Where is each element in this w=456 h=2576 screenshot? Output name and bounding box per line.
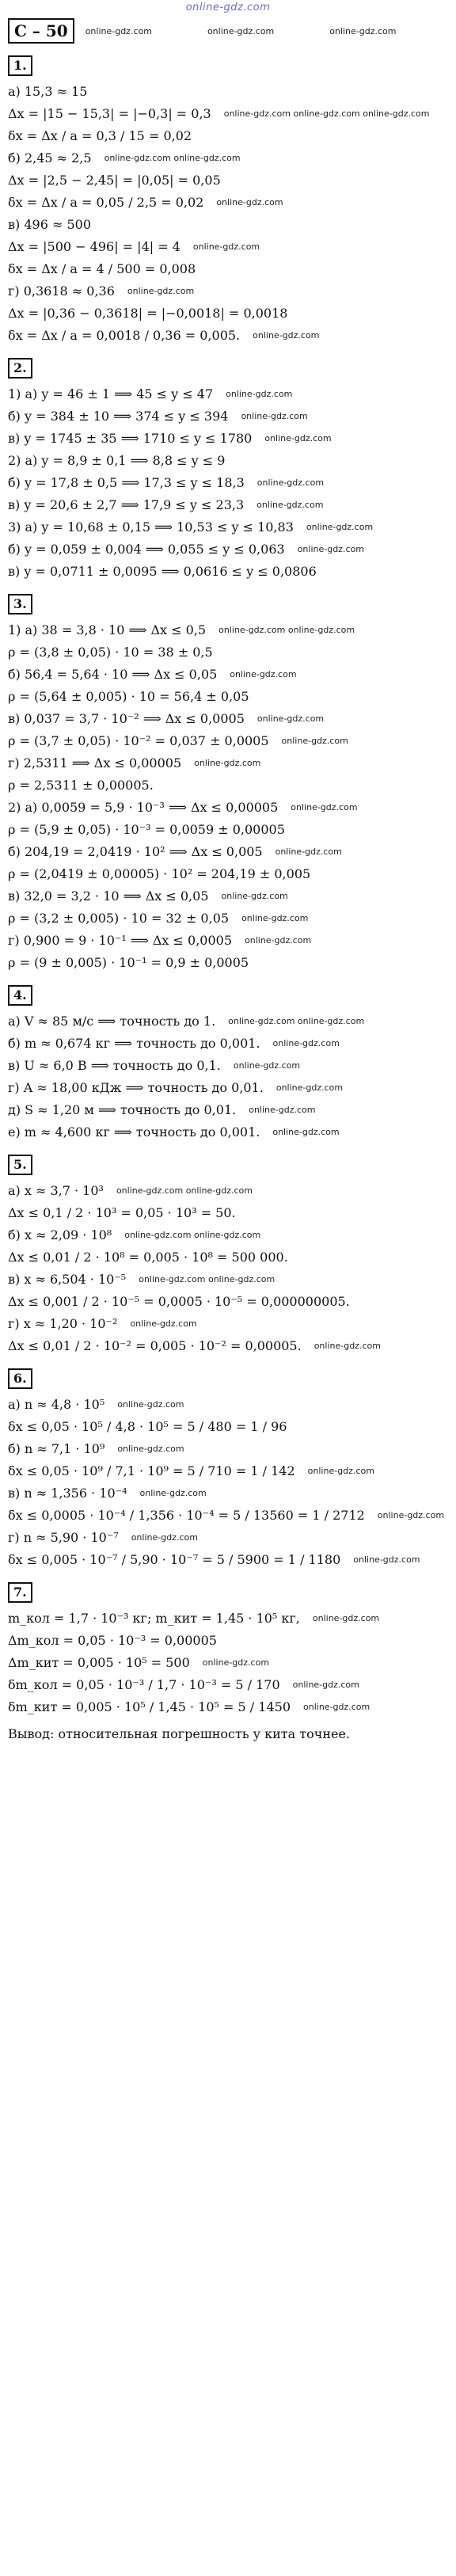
solution-line — [8, 1269, 448, 1291]
watermark: online-gdz.com — [226, 389, 293, 399]
watermark: online-gdz.com — [306, 522, 374, 532]
solution-line — [8, 1224, 448, 1246]
watermark: online-gdz.com — [256, 500, 324, 510]
formula-text: δx = Δx / a = 0,0018 / 0,36 = 0,005. — [8, 328, 241, 343]
formula-text: 2) а) y = 8,9 ± 0,1 ⟹ 8,8 ≤ y ≤ 9 — [8, 453, 226, 468]
section-number: 3. — [8, 594, 32, 615]
solution-line — [8, 664, 448, 686]
solution-line — [8, 1527, 448, 1549]
watermark: online-gdz.com online-gdz.com — [218, 625, 355, 635]
watermark: online-gdz.com online-gdz.com — [139, 1274, 276, 1284]
solution-line — [8, 450, 448, 472]
formula-text: ρ = 2,5311 ± 0,00005. — [8, 778, 154, 793]
solution-line — [8, 1033, 448, 1055]
watermark: online-gdz.com — [303, 1702, 370, 1712]
watermark: online-gdz.com — [85, 25, 152, 36]
watermark: online-gdz.com — [131, 1532, 198, 1543]
solution-line — [8, 1313, 448, 1335]
solution-line — [8, 516, 448, 538]
watermark: online-gdz.com — [307, 1466, 374, 1476]
watermark: online-gdz.com — [117, 1399, 184, 1410]
section-number: 7. — [8, 1582, 32, 1603]
solution-line — [8, 752, 448, 774]
watermark: online-gdz.com — [130, 1318, 197, 1329]
formula-text: 1) а) 38 = 3,8 · 10 ⟹ Δx ≤ 0,5 — [8, 622, 207, 637]
solution-line — [8, 428, 448, 450]
watermark: online-gdz.com online-gdz.com — [104, 153, 241, 163]
title-row — [8, 17, 448, 44]
solution-line — [8, 1460, 448, 1482]
formula-text: δm_кол = 0,05 · 10⁻³ / 1,7 · 10⁻³ = 5 / 170 — [8, 1677, 280, 1692]
solution-line — [8, 1608, 448, 1630]
formula-text: Δx = |0,36 − 0,3618| = |−0,0018| = 0,0018 — [8, 306, 288, 321]
section-number: 6. — [8, 1368, 32, 1389]
solution-line — [8, 730, 448, 752]
solution-line — [8, 619, 448, 641]
watermark: online-gdz.com — [353, 1554, 420, 1565]
formula-text: г) A ≈ 18,00 кДж ⟹ точность до 0,01. — [8, 1080, 264, 1095]
solution-line — [8, 819, 448, 841]
solution-line — [8, 1482, 448, 1505]
solution-line — [8, 258, 448, 280]
watermark: online-gdz.com online-gdz.com — [116, 1185, 253, 1196]
sections — [8, 55, 448, 1718]
watermark: online-gdz.com — [230, 669, 297, 679]
formula-text: 1) а) y = 46 ± 1 ⟹ 45 ≤ y ≤ 47 — [8, 386, 214, 401]
watermark: online-gdz.com — [297, 544, 364, 554]
formula-text: ρ = (9 ± 0,005) · 10⁻¹ = 0,9 ± 0,0005 — [8, 955, 249, 970]
formula-text: в) y = 0,0711 ± 0,0095 ⟹ 0,0616 ≤ y ≤ 0,0806 — [8, 564, 317, 579]
solution-line — [8, 405, 448, 428]
solution-line — [8, 1652, 448, 1674]
section-number: 1. — [8, 55, 32, 76]
formula-text: в) 32,0 = 3,2 · 10 ⟹ Δx ≤ 0,05 — [8, 888, 209, 904]
formula-text: в) y = 20,6 ± 2,7 ⟹ 17,9 ≤ y ≤ 23,3 — [8, 497, 245, 512]
solution-line — [8, 774, 448, 797]
formula-text: б) n ≈ 7,1 · 10⁹ — [8, 1441, 105, 1456]
formula-text: е) m ≈ 4,600 кг ⟹ точность до 0,001. — [8, 1124, 260, 1140]
formula-text: ρ = (5,9 ± 0,05) · 10⁻³ = 0,0059 ± 0,00005 — [8, 822, 285, 837]
formula-text: б) 2,45 ≈ 2,5 — [8, 150, 92, 166]
watermark: online-gdz.com — [194, 758, 261, 768]
solution-line — [8, 641, 448, 664]
watermark: online-gdz.com — [139, 1488, 207, 1498]
solution-line — [8, 797, 448, 819]
solution-line — [8, 125, 448, 147]
formula-text: д) S ≈ 1,20 м ⟹ точность до 0,01. — [8, 1102, 237, 1117]
solution-line — [8, 1099, 448, 1121]
solution-line — [8, 1549, 448, 1571]
formula-text: Δx ≤ 0,1 / 2 · 10³ = 0,05 · 10³ = 50. — [8, 1205, 236, 1220]
watermark: online-gdz.com — [249, 1105, 316, 1115]
solution-line — [8, 1202, 448, 1224]
formula-text: ρ = (2,0419 ± 0,00005) · 10² = 204,19 ± 0,005 — [8, 866, 311, 881]
solution-line — [8, 885, 448, 907]
formula-text: а) V ≈ 85 м/с ⟹ точность до 1. — [8, 1014, 216, 1029]
solution-line — [8, 1335, 448, 1357]
formula-text: δx = Δx / a = 4 / 500 = 0,008 — [8, 261, 196, 276]
formula-text: Δx = |15 − 15,3| = |−0,3| = 0,3 — [8, 106, 211, 121]
section-number: 5. — [8, 1155, 32, 1175]
solution-line — [8, 686, 448, 708]
watermark: online-gdz.com — [272, 1038, 340, 1048]
watermark: online-gdz.com — [192, 242, 260, 252]
formula-text: 2) а) 0,0059 = 5,9 · 10⁻³ ⟹ Δx ≤ 0,00005 — [8, 800, 279, 815]
watermark: online-gdz.com — [272, 1127, 340, 1137]
solution-line — [8, 236, 448, 258]
watermark: online-gdz.com — [202, 1657, 270, 1668]
formula-text: δm_кит = 0,005 · 10⁵ / 1,45 · 10⁵ = 5 / 1450 — [8, 1699, 291, 1714]
watermark: online-gdz.com — [253, 330, 320, 341]
section — [8, 55, 448, 347]
solution-line — [8, 494, 448, 516]
watermark: online-gdz.com — [241, 913, 309, 923]
formula-text: δx ≤ 0,05 · 10⁹ / 7,1 · 10⁹ = 5 / 710 = 1 / 142 — [8, 1463, 295, 1478]
solution-line — [8, 1394, 448, 1416]
formula-text: ρ = (3,7 ± 0,05) · 10⁻² = 0,037 ± 0,0005 — [8, 733, 269, 748]
solution-line — [8, 1246, 448, 1269]
solution-line — [8, 538, 448, 561]
section-number: 4. — [8, 985, 32, 1006]
solution-line — [8, 383, 448, 405]
solution-line — [8, 147, 448, 169]
watermark: online-gdz.com — [221, 891, 288, 901]
watermark: online-gdz.com — [377, 1510, 445, 1520]
watermark: online-gdz.com — [241, 411, 308, 421]
watermark: online-gdz.com — [117, 1444, 184, 1454]
watermark: online-gdz.com — [281, 736, 348, 746]
solution-line — [8, 1438, 448, 1460]
solution-line — [8, 1416, 448, 1438]
watermark: online-gdz.com — [245, 935, 312, 946]
watermark: online-gdz.com — [312, 1613, 380, 1623]
section — [8, 1155, 448, 1357]
solution-line — [8, 1180, 448, 1202]
solution-line — [8, 280, 448, 302]
solution-line — [8, 214, 448, 236]
watermark: online-gdz.com — [233, 1060, 301, 1071]
solution-line — [8, 169, 448, 192]
formula-text: б) m ≈ 0,674 кг ⟹ точность до 0,001. — [8, 1036, 260, 1051]
watermark: online-gdz.com — [216, 197, 283, 207]
solution-line — [8, 192, 448, 214]
formula-text: б) y = 384 ± 10 ⟹ 374 ≤ y ≤ 394 — [8, 409, 229, 424]
watermark: online-gdz.com — [276, 1083, 344, 1093]
watermark: online-gdz.com — [127, 286, 195, 296]
formula-text: 3) а) y = 10,68 ± 0,15 ⟹ 10,53 ≤ y ≤ 10,83 — [8, 519, 294, 535]
formula-text: Δx ≤ 0,01 / 2 · 10⁸ = 0,005 · 10⁸ = 500 000. — [8, 1250, 288, 1265]
conclusion: Вывод: относительная погрешность у кита точнее. — [8, 1726, 351, 1741]
formula-text: б) 56,4 = 5,64 · 10 ⟹ Δx ≤ 0,05 — [8, 667, 218, 682]
solution-line — [8, 103, 448, 125]
formula-text: г) x ≈ 1,20 · 10⁻² — [8, 1316, 118, 1331]
watermark: online-gdz.com online-gdz.com online-gdz.com — [223, 108, 430, 119]
solution-line — [8, 472, 448, 494]
watermark: online-gdz.com — [256, 478, 325, 488]
formula-text: б) y = 17,8 ± 0,5 ⟹ 17,3 ≤ y ≤ 18,3 — [8, 475, 245, 490]
formula-text: б) x ≈ 2,09 · 10⁸ — [8, 1227, 112, 1242]
formula-text: г) 0,3618 ≈ 0,36 — [8, 283, 115, 299]
solution-line — [8, 1505, 448, 1527]
solution-page — [8, 17, 448, 1741]
formula-text: ρ = (5,64 ± 0,005) · 10 = 56,4 ± 0,05 — [8, 689, 249, 704]
solution-line — [8, 1674, 448, 1696]
formula-text: Δx = |500 − 496| = |4| = 4 — [8, 239, 180, 254]
solution-line — [8, 708, 448, 730]
watermark: online-gdz.com online-gdz.com — [228, 1016, 365, 1026]
solution-line — [8, 561, 448, 583]
solution-line — [8, 863, 448, 885]
watermark: online-gdz.com — [275, 847, 342, 857]
solution-line — [8, 302, 448, 325]
watermark: online-gdz.com — [314, 1341, 381, 1351]
formula-text: ρ = (3,2 ± 0,005) · 10 = 32 ± 0,05 — [8, 911, 230, 926]
formula-text: ρ = (3,8 ± 0,05) · 10 = 38 ± 0,5 — [8, 645, 213, 660]
solution-line — [8, 1077, 448, 1099]
watermark: online-gdz.com — [264, 433, 332, 443]
solution-line — [8, 841, 448, 863]
watermark: online-gdz.com — [207, 25, 275, 36]
formula-text: в) 0,037 = 3,7 · 10⁻² ⟹ Δx ≤ 0,0005 — [8, 711, 245, 726]
formula-text: в) U ≈ 6,0 В ⟹ точность до 0,1. — [8, 1058, 221, 1073]
solution-line — [8, 1696, 448, 1718]
solution-line — [8, 1010, 448, 1033]
watermark: online-gdz.com — [256, 713, 325, 724]
formula-text: δx ≤ 0,005 · 10⁻⁷ / 5,90 · 10⁻⁷ = 5 / 5900 = 1 / 1180 — [8, 1552, 341, 1567]
formula-text: б) y = 0,059 ± 0,004 ⟹ 0,055 ≤ y ≤ 0,063 — [8, 542, 285, 557]
page-title: С – 50 — [8, 18, 74, 44]
formula-text: Δm_кол = 0,05 · 10⁻³ = 0,00005 — [8, 1633, 217, 1648]
solution-line — [8, 325, 448, 347]
formula-text: δx = Δx / a = 0,05 / 2,5 = 0,02 — [8, 195, 204, 210]
formula-text: в) y = 1745 ± 35 ⟹ 1710 ≤ y ≤ 1780 — [8, 431, 253, 446]
section — [8, 594, 448, 974]
formula-text: Δm_кит = 0,005 · 10⁵ = 500 — [8, 1655, 190, 1670]
formula-text: б) 204,19 = 2,0419 · 10² ⟹ Δx ≤ 0,005 — [8, 844, 263, 859]
formula-text: Δx ≤ 0,001 / 2 · 10⁻⁵ = 0,0005 · 10⁻⁵ = 0,000000005. — [8, 1294, 350, 1309]
formula-text: г) 2,5311 ⟹ Δx ≤ 0,00005 — [8, 755, 182, 771]
formula-text: Δx ≤ 0,01 / 2 · 10⁻² = 0,005 · 10⁻² = 0,00005. — [8, 1338, 302, 1353]
watermark: online-gdz.com — [292, 1680, 359, 1690]
section — [8, 1582, 448, 1718]
section-number: 2. — [8, 358, 32, 379]
section — [8, 358, 448, 583]
formula-text: δx = Δx / a = 0,3 / 15 = 0,02 — [8, 128, 192, 143]
formula-text: а) n ≈ 4,8 · 10⁵ — [8, 1397, 105, 1412]
formula-text: г) 0,900 = 9 · 10⁻¹ ⟹ Δx ≤ 0,0005 — [8, 933, 232, 948]
watermark: online-gdz.com — [291, 802, 358, 812]
formula-text: Δx = |2,5 − 2,45| = |0,05| = 0,05 — [8, 173, 221, 188]
formula-text: в) x ≈ 6,504 · 10⁻⁵ — [8, 1272, 127, 1287]
formula-text: г) n ≈ 5,90 · 10⁻⁷ — [8, 1530, 119, 1545]
solution-line — [8, 81, 448, 103]
formula-text: m_кол = 1,7 · 10⁻³ кг; m_кит = 1,45 · 10⁵ кг, — [8, 1611, 300, 1626]
solution-line — [8, 907, 448, 930]
formula-text: в) n ≈ 1,356 · 10⁻⁴ — [8, 1486, 127, 1501]
site-header: online-gdz.com — [185, 2, 271, 13]
formula-text: δx ≤ 0,05 · 10⁵ / 4,8 · 10⁵ = 5 / 480 = 1 / 96 — [8, 1419, 287, 1434]
formula-text: а) x ≈ 3,7 · 10³ — [8, 1183, 104, 1198]
solution-line — [8, 1630, 448, 1652]
formula-text: δx ≤ 0,0005 · 10⁻⁴ / 1,356 · 10⁻⁴ = 5 / 13560 = 1 / 2712 — [8, 1508, 365, 1523]
formula-text: в) 496 ≈ 500 — [8, 217, 91, 232]
solution-line — [8, 930, 448, 952]
solution-line — [8, 952, 448, 974]
formula-text: а) 15,3 ≈ 15 — [8, 84, 88, 99]
section — [8, 985, 448, 1143]
section — [8, 1368, 448, 1571]
solution-line — [8, 1055, 448, 1077]
solution-line — [8, 1121, 448, 1143]
watermark: online-gdz.com — [329, 25, 397, 36]
watermark: online-gdz.com online-gdz.com — [124, 1230, 261, 1240]
solution-line — [8, 1291, 448, 1313]
